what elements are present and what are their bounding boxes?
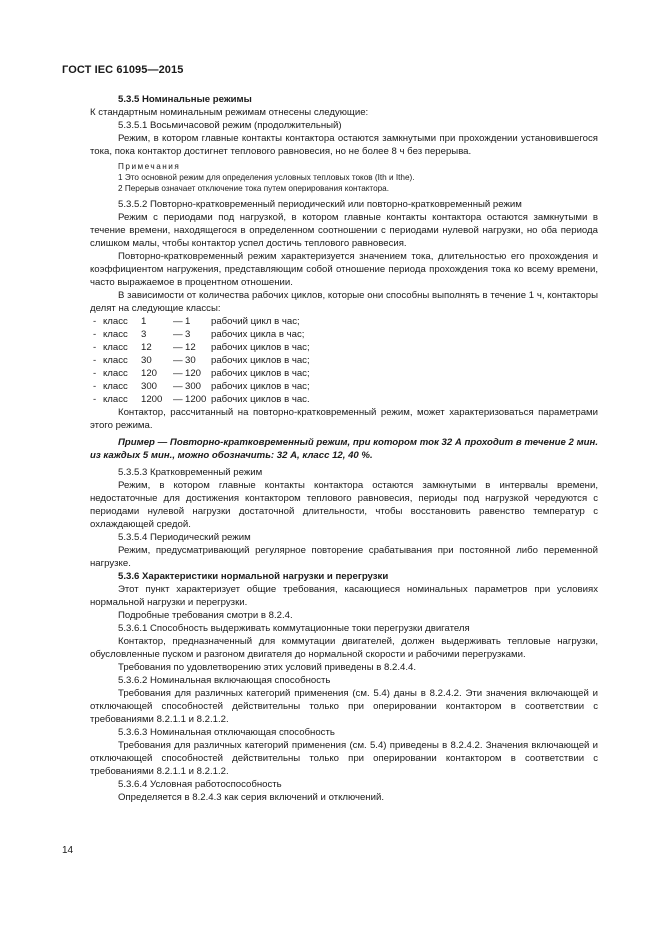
- list-item: - класс 12 — 12 рабочих циклов в час;: [93, 342, 310, 353]
- page-number: 14: [62, 845, 74, 856]
- paragraph: Требования для различных категорий применения (см. 5.4) даны в 8.2.4.2. Эти значения включающей и отключающей способностей действительны только при оперировании контактором в соответствии с требованиями 8.2.1.1 и 8.2.1.2.: [90, 688, 598, 725]
- note-1: 1 Это основной режим для определения условных тепловых токов (Ith и Ithe).: [118, 173, 415, 182]
- section-title-5-3-6: 5.3.6 Характеристики нормальной нагрузки и перегрузки: [118, 571, 389, 582]
- notes-title: Примечания: [118, 162, 181, 171]
- list-item: - класс 1 — 1 рабочий цикл в час;: [93, 316, 300, 327]
- paragraph: Контактор, предназначенный для коммутации двигателей, должен выдерживать тепловые нагрузки, обусловленные пуском и разгоном двигателя до нормальной скорости и рабочими перегрузками.: [90, 636, 598, 660]
- example-text: Пример — Повторно-кратковременный режим, при котором ток 32 А проходит в течение 2 мин. из каждых 5 мин., можно обозначить: 32 А, класс 12, 40 %.: [90, 437, 598, 461]
- subsection-title-5-3-6-2: 5.3.6.2 Номинальная включающая способность: [118, 675, 331, 686]
- subsection-title-5-3-5-1: 5.3.5.1 Восьмичасовой режим (продолжительный): [118, 120, 342, 131]
- subsection-title-5-3-6-3: 5.3.6.3 Номинальная отключающая способность: [118, 727, 335, 738]
- subsection-title-5-3-5-4: 5.3.5.4 Периодический режим: [118, 532, 251, 543]
- paragraph: Повторно-кратковременный режим характеризуется значением тока, длительностью его прохождения и коэффициентом нагружения, представляющим собой отношение периода прохождения тока ко всему времени, часто выражаемое в процентном отношении.: [90, 251, 598, 288]
- paragraph: Контактор, рассчитанный на повторно-кратковременный режим, может характеризоваться параметрами этого режима.: [90, 407, 598, 431]
- subsection-title-5-3-5-2: 5.3.5.2 Повторно-кратковременный периодический или повторно-кратковременный режим: [118, 199, 522, 210]
- paragraph: Подробные требования смотри в 8.2.4.: [118, 610, 293, 621]
- paragraph: Требования для различных категорий применения (см. 5.4) приведены в 8.2.4.2. Значения включающей и отключающей способностей действительны только при оперировании контактором в соответствии с требованиями 8.2.1.1 и 8.2.1.2.: [90, 740, 598, 777]
- document-header: ГОСТ IEC 61095—2015: [62, 64, 184, 76]
- list-item: - класс 1200 — 1200 рабочих циклов в час.: [93, 394, 310, 405]
- subsection-title-5-3-6-1: 5.3.6.1 Способность выдерживать коммутационные токи перегрузки двигателя: [118, 623, 470, 634]
- paragraph: Режим, в котором главные контакты контактора остаются замкнутыми при прохождении установившегося тока, пока контактор достигнет теплового равновесия, но не более 8 ч без перерыва.: [90, 133, 598, 157]
- paragraph: Режим с периодами под нагрузкой, в котором главные контакты контактора остаются замкнутыми в течение времени, находящегося в определенном соотношении с периодами нулевой нагрузки, но оба периода слишком малы, чтобы контактор успел достичь теплового равновесия.: [90, 212, 598, 249]
- paragraph: Определяется в 8.2.4.3 как серия включений и отключений.: [118, 792, 384, 803]
- paragraph: Режим, предусматривающий регулярное повторение срабатывания при постоянной либо переменной нагрузке.: [90, 545, 598, 569]
- paragraph: Режим, в котором главные контакты контактора остаются замкнутыми в интервалы времени, недостаточные для достижения контактором теплового равновесия, периоды под нагрузкой чередуются с периодами нулевой нагрузки достаточной длительности, чтобы восстановить равенство температур с охлаждающей средой.: [90, 480, 598, 530]
- list-item: - класс 3 — 3 рабочих цикла в час;: [93, 329, 305, 340]
- document-body: [90, 93, 598, 804]
- list-item: - класс 30 — 30 рабочих циклов в час;: [93, 355, 310, 366]
- paragraph: В зависимости от количества рабочих циклов, которые они способны выполнять в течение 1 ч, контакторы делят на следующие классы:: [90, 290, 598, 314]
- subsection-title-5-3-6-4: 5.3.6.4 Условная работоспособность: [118, 779, 282, 790]
- note-2: 2 Перерыв означает отключение тока путем оперирования контактора.: [118, 184, 390, 193]
- class-list: [90, 315, 598, 406]
- list-item: - класс 300 — 300 рабочих циклов в час;: [93, 381, 310, 392]
- section-title-5-3-5: 5.3.5 Номинальные режимы: [118, 94, 252, 105]
- list-item: - класс 120 — 120 рабочих циклов в час;: [93, 368, 310, 379]
- paragraph: К стандартным номинальным режимам отнесены следующие:: [90, 107, 369, 118]
- paragraph: Этот пункт характеризует общие требования, касающиеся номинальных параметров при условиях нормальной нагрузки и перегрузки.: [90, 584, 598, 608]
- subsection-title-5-3-5-3: 5.3.5.3 Кратковременный режим: [118, 467, 263, 478]
- paragraph: Требования по удовлетворению этих условий приведены в 8.2.4.4.: [118, 662, 417, 673]
